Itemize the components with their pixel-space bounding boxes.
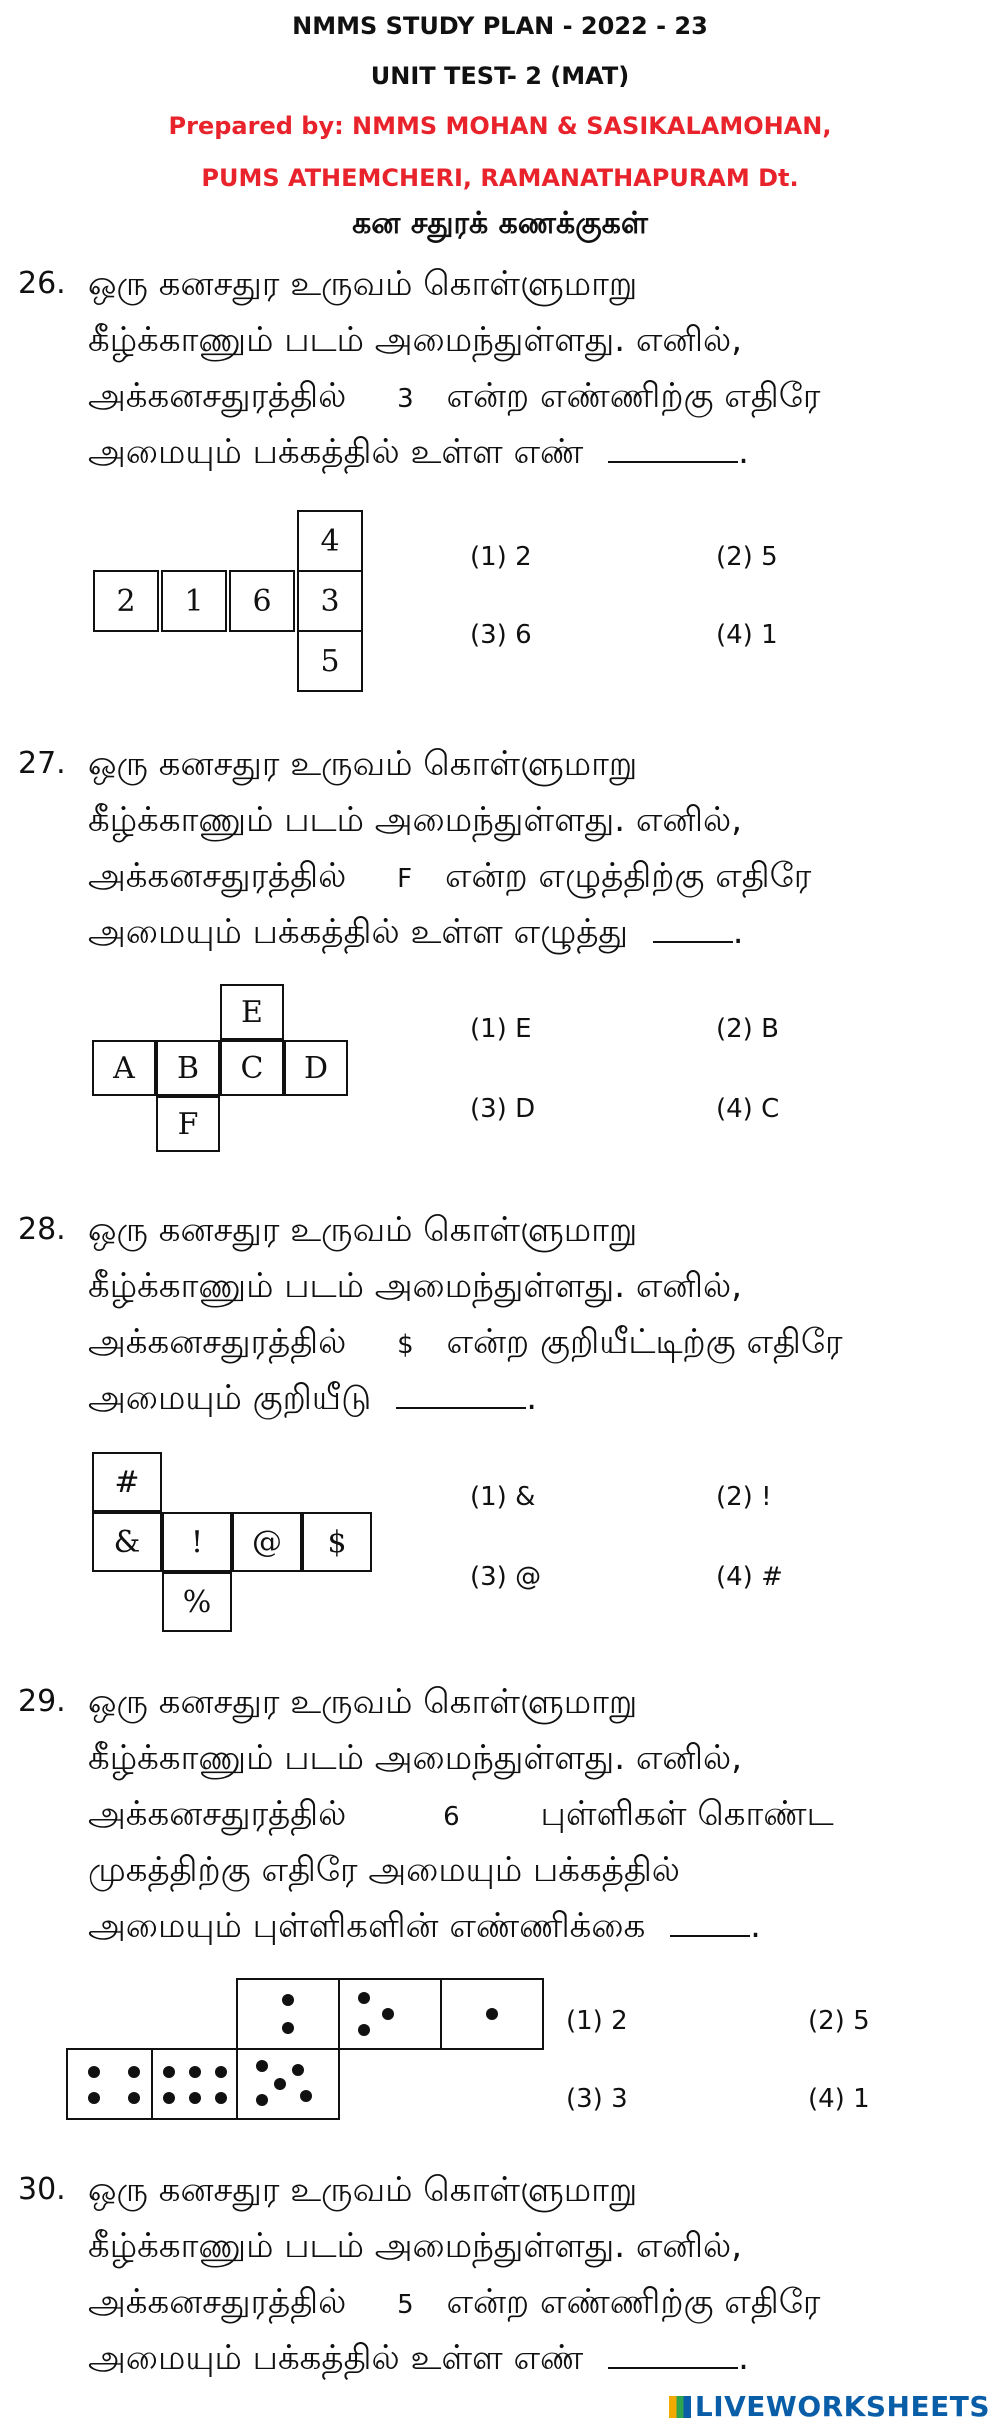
header-line-4: PUMS ATHEMCHERI, RAMANATHAPURAM Dt. [201,164,799,192]
answer-blank[interactable] [670,1935,750,1937]
liveworksheets-logo [669,2390,990,2423]
liveworksheets-icon [669,2396,691,2418]
net-cell: # [92,1452,162,1512]
net-cell: 5 [297,630,363,692]
option-4[interactable]: (4) C [716,1094,780,1124]
header-line-2: UNIT TEST- 2 (MAT) [370,62,630,90]
net-cell: @ [232,1512,302,1572]
question-line: கீழ்க்காணும் படம் அமைந்துள்ளது. எனில், [88,1738,743,1778]
dice-face-three [338,1978,442,2050]
net-cell: 6 [229,570,295,632]
question-number: 27. [18,746,66,781]
question-line: முகத்திற்கு எதிரே அமையும் பக்கத்தில் [88,1850,681,1890]
option-3[interactable]: (3) D [470,1094,536,1124]
question-line: என்ற எண்ணிற்கு எதிரே [446,376,821,416]
option-4[interactable]: (4) 1 [808,2084,870,2114]
header-line-3: Prepared by: NMMS MOHAN & SASIKALAMOHAN, [168,112,832,140]
option-2[interactable]: (2) 5 [808,2006,870,2036]
net-cell: C [220,1040,284,1096]
question-line: அக்கனசதுரத்தில் [88,1322,347,1362]
question-line: அக்கனசதுரத்தில் [88,1794,347,1834]
question-line: என்ற எண்ணிற்கு எதிரே [446,2282,821,2322]
net-cell: % [162,1572,232,1632]
question-line: அமையும் பக்கத்தில் உள்ள எழுத்து [88,912,628,952]
option-2[interactable]: (2) 5 [716,542,778,572]
question-value: F [397,864,413,894]
dice-face-one [440,1978,544,2050]
question-number: 28. [18,1212,66,1247]
question-line: கீழ்க்காணும் படம் அமைந்துள்ளது. எனில், [88,800,743,840]
question-line: அமையும் புள்ளிகளின் எண்ணிக்கை [88,1906,646,1946]
question-line: அமையும் பக்கத்தில் உள்ள எண் [88,432,584,472]
net-cell: 1 [161,570,227,632]
question-number: 26. [18,266,66,301]
answer-blank[interactable] [608,2367,738,2369]
question-line: கீழ்க்காணும் படம் அமைந்துள்ளது. எனில், [88,1266,743,1306]
question-line: என்ற எழுத்திற்கு எதிரே [444,856,812,896]
net-cell: & [92,1512,162,1572]
net-cell: 2 [93,570,159,632]
option-1[interactable]: (1) E [470,1014,532,1044]
question-line: கீழ்க்காணும் படம் அமைந்துள்ளது. எனில், [88,2226,743,2266]
question-line: என்ற குறியீட்டிற்கு எதிரே [446,1322,843,1362]
option-1[interactable]: (1) 2 [470,542,532,572]
net-cell: ! [162,1512,232,1572]
net-cell: $ [302,1512,372,1572]
answer-blank[interactable] [608,461,738,463]
topic-title: கன சதுரக் கணக்குகள் [352,206,648,241]
option-3[interactable]: (3) 3 [566,2084,628,2114]
option-2[interactable]: (2) ! [716,1482,772,1512]
question-line: புள்ளிகள் கொண்ட [540,1794,834,1834]
question-line: அமையும் குறியீடு [88,1378,372,1418]
question-value: 6 [443,1802,460,1832]
dice-face-five [236,2048,340,2120]
dice-face-six [151,2048,238,2120]
question-line: அக்கனசதுரத்தில் [88,856,347,896]
question-value: 3 [397,384,414,414]
question-line: ஒரு கனசதுர உருவம் கொள்ளுமாறு [88,1210,638,1250]
net-cell: F [156,1096,220,1152]
net-cell: A [92,1040,156,1096]
question-number: 30. [18,2172,66,2207]
net-cell: D [284,1040,348,1096]
period: . [738,432,749,472]
header-line-1: NMMS STUDY PLAN - 2022 - 23 [292,12,708,40]
question-line: அக்கனசதுரத்தில் [88,376,347,416]
question-line: ஒரு கனசதுர உருவம் கொள்ளுமாறு [88,264,638,304]
question-line: அமையும் பக்கத்தில் உள்ள எண் [88,2338,584,2378]
dice-face-two [236,1978,340,2050]
period: . [526,1378,538,1418]
question-value: $ [397,1330,414,1360]
question-value: 5 [397,2290,414,2320]
option-4[interactable]: (4) # [716,1562,783,1592]
option-4[interactable]: (4) 1 [716,620,778,650]
net-cell: B [156,1040,220,1096]
question-line: ஒரு கனசதுர உருவம் கொள்ளுமாறு [88,744,638,784]
answer-blank[interactable] [396,1407,526,1409]
question-line: ஒரு கனசதுர உருவம் கொள்ளுமாறு [88,1682,638,1722]
period: . [738,2338,749,2378]
option-1[interactable]: (1) 2 [566,2006,628,2036]
question-line: கீழ்க்காணும் படம் அமைந்துள்ளது. எனில், [88,320,743,360]
watermark-text: LIVEWORKSHEETS [694,2390,990,2423]
net-cell: 4 [297,510,363,572]
question-number: 29. [18,1684,66,1719]
option-3[interactable]: (3) 6 [470,620,532,650]
option-3[interactable]: (3) @ [470,1562,542,1592]
answer-blank[interactable] [653,941,733,943]
net-cell: E [220,984,284,1040]
option-1[interactable]: (1) & [470,1482,536,1512]
net-cell: 3 [297,570,363,632]
period: . [750,1906,761,1946]
question-line: அக்கனசதுரத்தில் [88,2282,347,2322]
option-2[interactable]: (2) B [716,1014,779,1044]
question-line: ஒரு கனசதுர உருவம் கொள்ளுமாறு [88,2170,638,2210]
period: . [732,912,744,952]
